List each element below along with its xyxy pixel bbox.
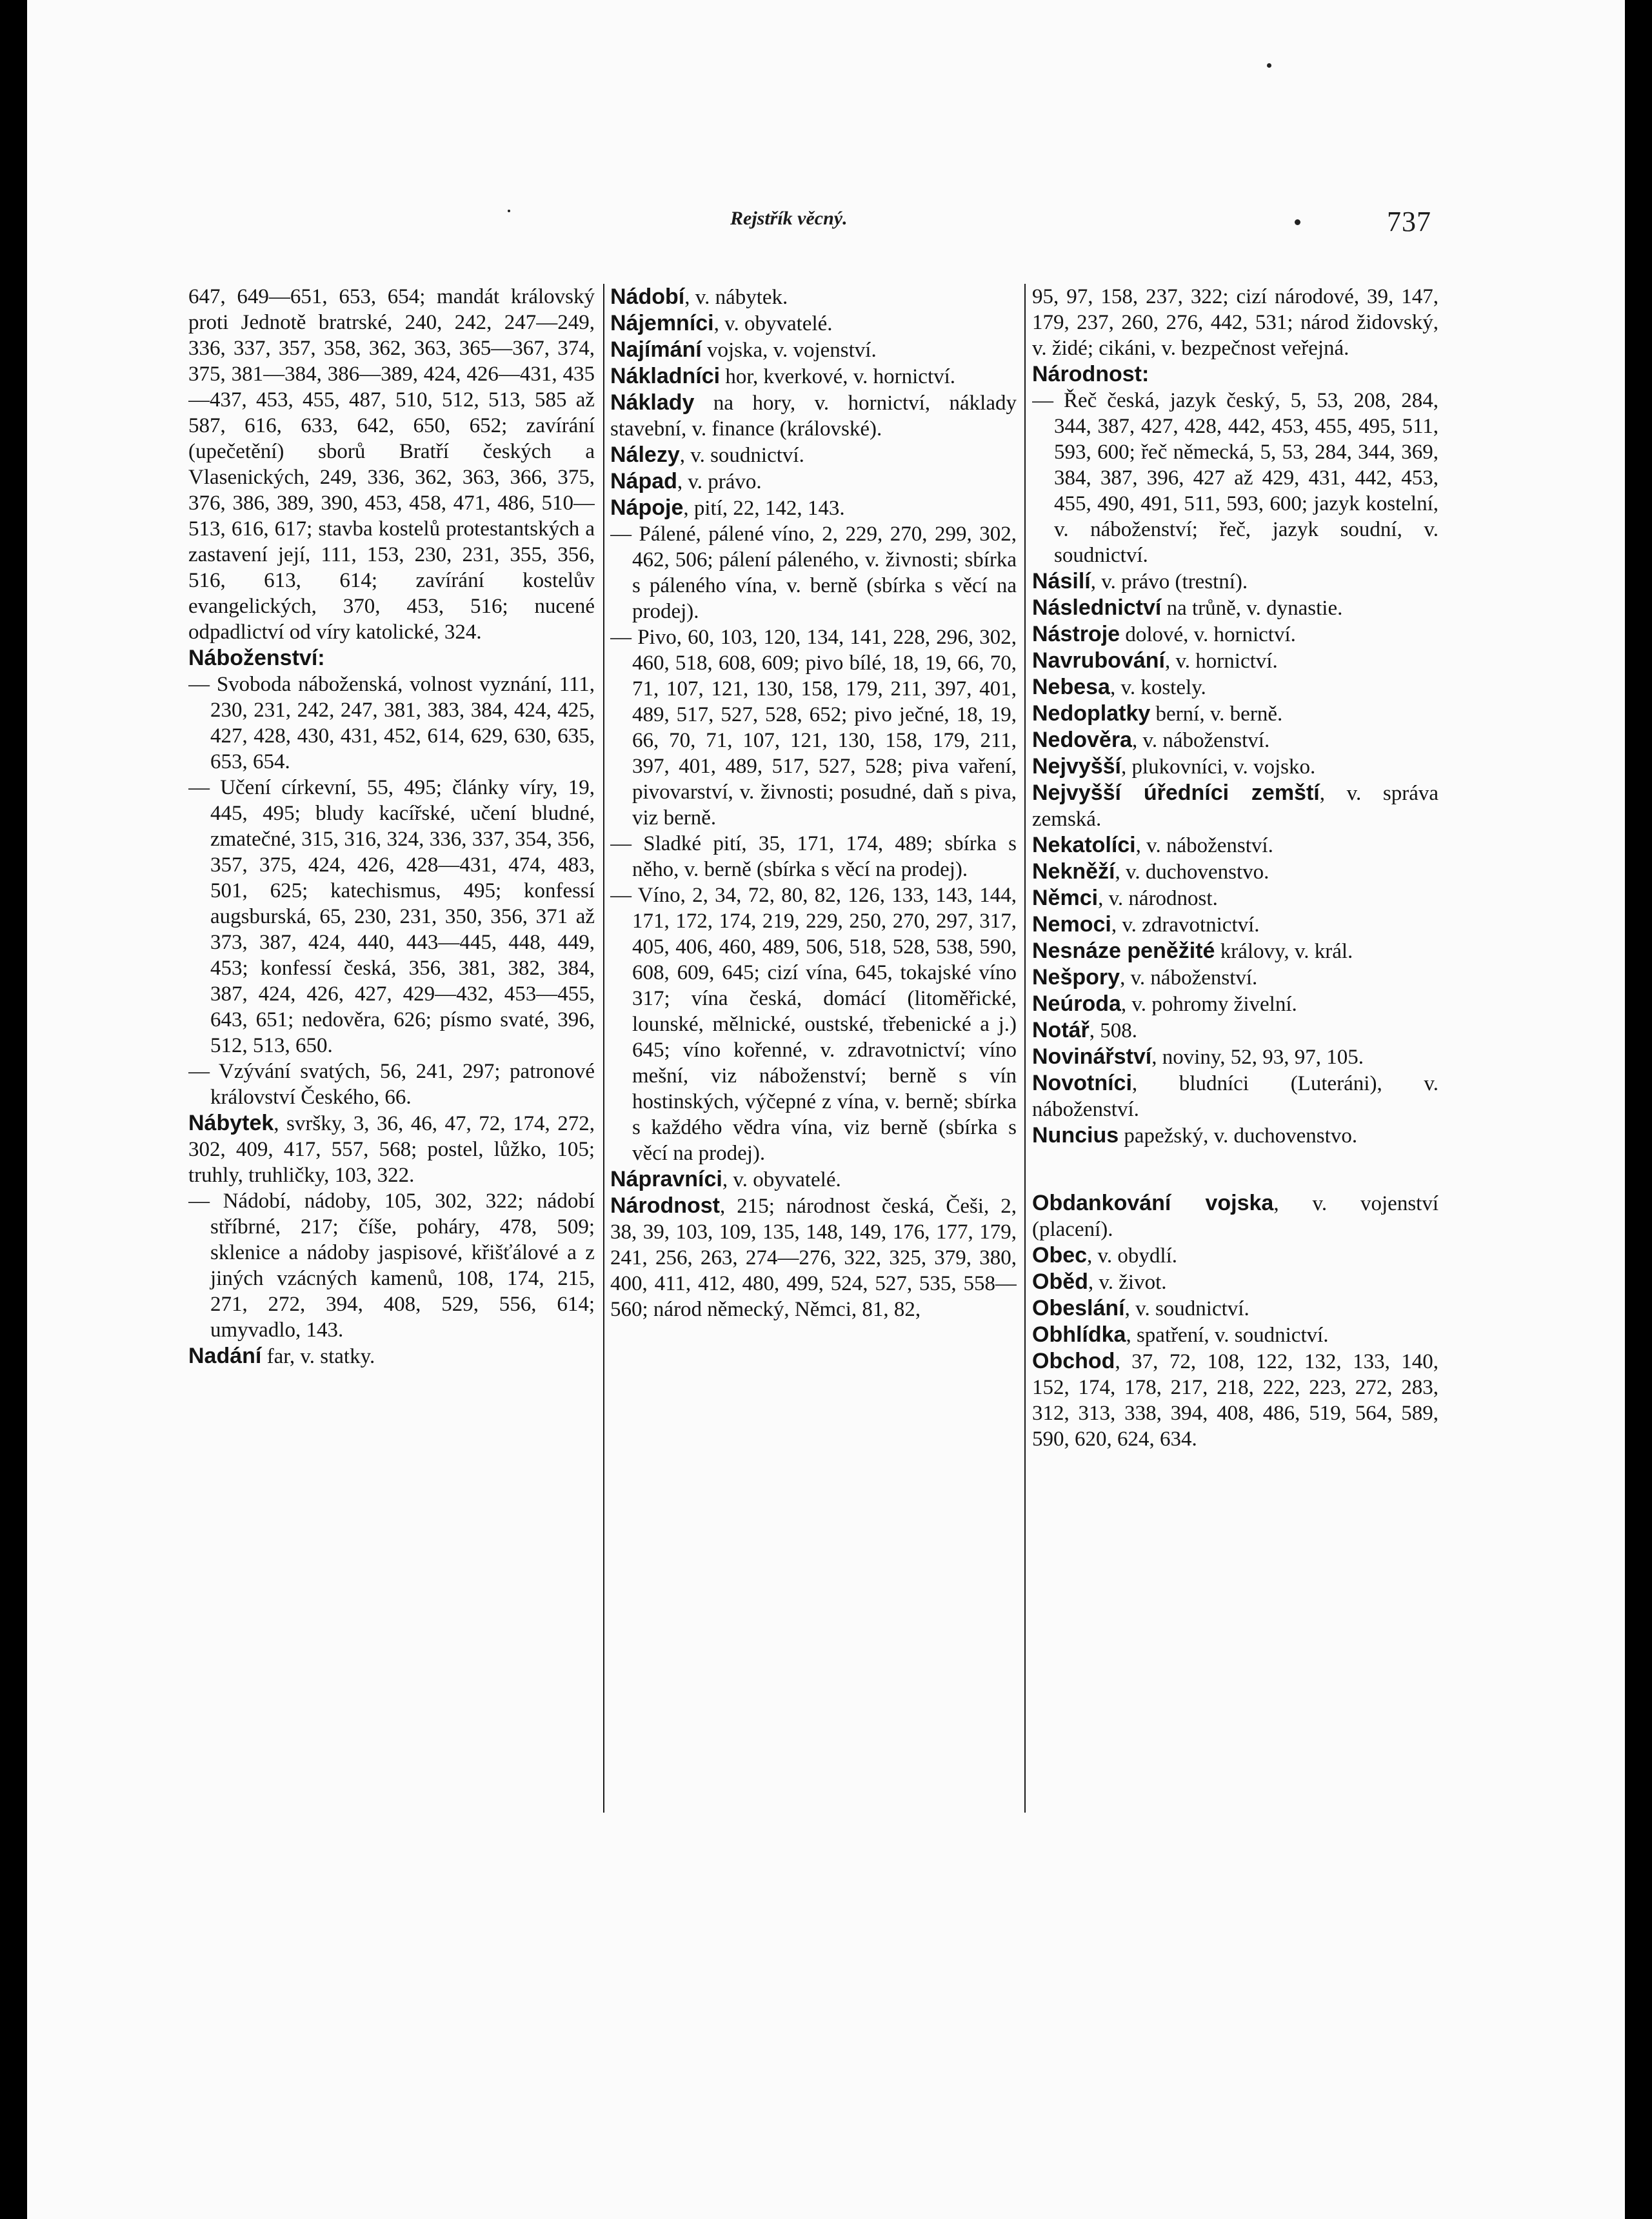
index-headword: Novotníci — [1032, 1071, 1132, 1095]
index-headword: Novinářství — [1032, 1044, 1152, 1069]
index-headword: Nesnáze peněžité — [1032, 939, 1215, 963]
index-headword: Oběd — [1032, 1269, 1088, 1294]
index-entry-text: , v. právo. — [677, 470, 762, 493]
index-headword: Nuncius — [1032, 1123, 1119, 1148]
index-entry — [1032, 1070, 1438, 1122]
index-entry-text: , v. obyvatelé. — [722, 1168, 841, 1191]
index-entry — [1032, 361, 1438, 388]
index-entry-text: , v. život. — [1088, 1271, 1167, 1294]
index-entry-text: , v. obyvatelé. — [713, 312, 833, 335]
index-headword: Nádobí — [610, 284, 685, 309]
index-entry — [610, 1193, 1017, 1322]
index-entry — [1032, 753, 1438, 780]
index-entry — [1032, 568, 1438, 595]
index-entry-text: , v. správa zemská. — [1032, 782, 1438, 831]
index-subentry: — Vzývání svatých, 56, 241, 297; patronové království Českého, 66. — [188, 1060, 595, 1109]
index-entry-text: , 37, 72, 108, 122, 132, 133, 140, 152, 174, 178, 217, 218, 222, 223, 272, 283, 312, 313, 338, 394, 408, 486, 519, 564, 589, 590, 620, 624, 634. — [1032, 1350, 1438, 1451]
index-entry-text: far, v. statky. — [261, 1345, 375, 1368]
index-entry — [1032, 885, 1438, 911]
index-headword: Nekatolíci — [1032, 833, 1136, 857]
page-number: 737 — [1387, 206, 1431, 237]
index-entry — [1032, 648, 1438, 674]
index-headword: Nájemníci — [610, 311, 714, 335]
index-subentry: — Pivo, 60, 103, 120, 134, 141, 228, 296, 302, 460, 518, 608, 609; pivo bílé, 18, 19, 66, 70, 71, 107, 121, 130, 158, 179, 211, 397, 401, 489, 517, 527, 528, 652; pivo ječné, 18, 19, 66, 70, 71, 107, 121, 130, 158, 179, 211, 397, 401, 489, 517, 527, 528; piva vaření, pivovarství, v. živnosti; posudné, daň s piva, viz berně. — [610, 626, 1017, 830]
index-entry — [610, 337, 1017, 363]
index-entry-text: , 215; národnost česká, Češi, 2, 38, 39, 103, 109, 135, 148, 149, 176, 177, 179, 241, 256, 263, 274—276, 322, 325, 379, 380, 400, 411, 412, 480, 499, 524, 527, 535, 558—560; národ německý, Němci, 81, 82, — [610, 1195, 1017, 1321]
print-speck — [1295, 219, 1300, 225]
index-entry-text: na trůně, v. dynastie. — [1161, 597, 1343, 620]
index-headword: Nákladníci — [610, 364, 721, 388]
index-headword: Němci — [1032, 886, 1099, 910]
index-headword: Navrubování — [1032, 648, 1165, 673]
index-headword: Nešpory — [1032, 965, 1120, 990]
index-entry — [1032, 1017, 1438, 1044]
index-entry — [1032, 1242, 1438, 1269]
index-entry-text: , v. pohromy živelní. — [1120, 993, 1297, 1016]
index-entry — [610, 284, 1017, 310]
index-entry-text: na hory, v. hornictví, náklady stavební, v. finance (královské). — [610, 392, 1017, 441]
index-entry-text: , v. náboženství. — [1131, 729, 1270, 752]
index-headword: Obdankování vojska — [1032, 1191, 1274, 1215]
index-entry — [1032, 938, 1438, 964]
index-entry-text: papežský, v. duchovenstvo. — [1119, 1124, 1358, 1148]
index-headword: Najímání — [610, 337, 702, 362]
index-entry-text: , v. hornictví. — [1164, 650, 1278, 673]
index-entry — [610, 1166, 1017, 1193]
index-entry-text: , v. nábytek. — [684, 286, 788, 309]
index-entry-text: , pití, 22, 142, 143. — [683, 497, 845, 520]
index-headword: Obhlídka — [1032, 1322, 1126, 1347]
index-column-3 — [1032, 284, 1438, 1452]
index-entry — [1032, 964, 1438, 991]
index-headword: Následnictví — [1032, 595, 1162, 620]
index-entry-text: , v. soudnictví. — [1124, 1297, 1249, 1320]
index-entry — [610, 390, 1017, 442]
index-entry-text: , v. náboženství. — [1120, 966, 1258, 990]
index-entry — [1032, 1322, 1438, 1348]
index-continuation: 95, 97, 158, 237, 322; cizí národové, 39, 147, 179, 237, 260, 276, 442, 531; národ židovský, v. židé; cikáni, v. bezpečnost veřejná. — [1032, 285, 1438, 360]
index-entry-text: , bludníci (Luteráni), v. náboženství. — [1032, 1072, 1438, 1121]
index-entry-text: berní, v. berně. — [1150, 702, 1283, 726]
index-headword: Nápad — [610, 469, 677, 493]
index-headword: Náklady — [610, 390, 695, 415]
index-subentry: — Pálené, pálené víno, 2, 229, 270, 299, 302, 462, 506; pálení páleného, v. živnosti; sbírka s páleného vína, v. berně (sbírka s věcí na prodej). — [610, 522, 1017, 623]
index-entry — [1032, 595, 1438, 621]
column-divider — [1024, 284, 1026, 1813]
index-entry — [610, 363, 1017, 390]
index-headword: Nálezy — [610, 443, 680, 467]
index-entry — [188, 1110, 595, 1188]
index-entry — [1032, 701, 1438, 727]
index-headword: Národnost — [610, 1193, 720, 1218]
index-headword: Nedověra — [1032, 728, 1132, 752]
index-entry-text: dolové, v. hornictví. — [1120, 623, 1296, 646]
index-entry — [1032, 1044, 1438, 1070]
index-entry — [610, 495, 1017, 521]
index-entry-text: vojska, v. vojenství. — [701, 339, 877, 362]
index-entry — [188, 645, 595, 672]
index-entry — [1032, 621, 1438, 648]
index-headword: Obchod — [1032, 1349, 1115, 1373]
print-speck — [1267, 63, 1271, 68]
index-entry — [188, 1343, 595, 1369]
index-subentry: — Nádobí, nádoby, 105, 302, 322; nádobí stříbrné, 217; číše, poháry, 478, 509; sklenice a nádoby jaspisové, křišťálové a z jiných vzácných kamenů, 108, 174, 215, 271, 272, 394, 408, 529, 556, 614; umyvadlo, 143. — [188, 1189, 595, 1342]
index-headword: Nejvyšší úředníci zemští — [1032, 781, 1320, 805]
index-subentry: — Víno, 2, 34, 72, 80, 82, 126, 133, 143, 144, 171, 172, 174, 219, 229, 250, 270, 297, 317, 405, 406, 460, 489, 506, 518, 528, 538, 590, 608, 609, 645; cizí vína, 645, tokajské víno 317; vína česká, domácí (litoměřické, lounské, mělnické, oustské, třebenické a j.) 645; víno kořenné, v. zdravotnictví; víno mešní, viz náboženství; berně s vín hostinských, výčepné z vína, v. berně; sbírka s každého vědra vína, viz berně (sbírka s věcí na prodej). — [610, 884, 1017, 1165]
index-headword: Neúroda — [1032, 991, 1121, 1016]
index-entry — [610, 310, 1017, 337]
index-headword: Obeslání — [1032, 1296, 1125, 1320]
index-entry-text: , v. soudnictví. — [679, 444, 804, 467]
index-headword: Náboženství: — [188, 646, 325, 670]
index-entry-text: , v. národnost. — [1098, 887, 1218, 910]
index-entry-text: , spatření, v. soudnictví. — [1126, 1324, 1329, 1347]
index-entry-text: , v. zdravotnictví. — [1111, 913, 1260, 937]
index-entry — [1032, 780, 1438, 832]
index-headword: Nemoci — [1032, 912, 1111, 937]
index-continuation: 647, 649—651, 653, 654; mandát královský proti Jednotě bratrské, 240, 242, 247—249, 336, 337, 357, 358, 362, 363, 365—367, 374, 375, 381—384, 386—389, 424, 426—431, 435—437, 453, 455, 487, 510, 512, 513, 585 až 587, 616, 633, 642, 650, 652; zavírání (upečetění) sborů Bratří českých a Vlasenických, 249, 336, 362, 363, 366, 375, 376, 386, 389, 390, 453, 458, 471, 486, 510—513, 616, 617; stavba kostelů protestantských a zastavení její, 111, 153, 230, 231, 355, 356, 516, 613, 614; zavírání kostelův evangelických, 370, 453, 516; nucené odpadlictví od víry katolické, 324. — [188, 285, 595, 644]
index-entry-text: , plukovníci, v. vojsko. — [1121, 755, 1316, 779]
index-subentry: — Sladké pití, 35, 171, 174, 489; sbírka s něho, v. berně (sbírka s věcí na prodej). — [610, 832, 1017, 881]
index-headword: Nekněží — [1032, 859, 1115, 884]
index-entry-text: , v. duchovenstvo. — [1115, 861, 1269, 884]
index-entry-text: hor, kverkové, v. hornictví. — [720, 365, 956, 388]
index-entry-text: , v. kostely. — [1110, 676, 1206, 699]
index-entry — [1032, 1122, 1438, 1149]
index-entry-text: , 508. — [1089, 1019, 1138, 1042]
document-page — [27, 0, 1625, 2219]
index-entry-text: královy, v. král. — [1215, 940, 1353, 963]
index-headword: Národnost: — [1032, 362, 1149, 386]
index-entry — [610, 468, 1017, 495]
index-entry-text: , v. náboženství. — [1135, 834, 1273, 857]
index-entry — [1032, 832, 1438, 859]
index-headword: Nejvyšší — [1032, 754, 1121, 779]
index-entry — [1032, 727, 1438, 753]
index-headword: Násilí — [1032, 569, 1091, 593]
index-entry-text: , svršky, 3, 36, 46, 47, 72, 174, 272, 302, 409, 417, 557, 568; postel, lůžko, 105; truhly, truhličky, 103, 322. — [188, 1112, 595, 1187]
index-headword: Nápoje — [610, 495, 684, 520]
column-divider — [603, 284, 604, 1813]
index-headword: Nebesa — [1032, 675, 1110, 699]
running-header-title: Rejstřík věcný. — [730, 208, 848, 229]
index-entry — [1032, 1269, 1438, 1295]
index-headword: Notář — [1032, 1018, 1090, 1042]
index-headword: Obec — [1032, 1243, 1088, 1268]
index-entry — [1032, 859, 1438, 885]
index-entry — [610, 442, 1017, 468]
index-entry-text: , v. obydlí. — [1087, 1244, 1177, 1268]
section-gap — [1032, 1149, 1438, 1190]
index-column-1 — [188, 284, 595, 1369]
index-entry — [1032, 991, 1438, 1017]
index-headword: Nástroje — [1032, 622, 1120, 646]
index-entry — [1032, 1348, 1438, 1452]
index-subentry: — Řeč česká, jazyk český, 5, 53, 208, 284, 344, 387, 427, 428, 442, 453, 455, 495, 511, 593, 600; řeč německá, 5, 53, 284, 344, 369, 384, 387, 396, 427 až 429, 431, 442, 453, 455, 490, 491, 511, 593, 600; jazyk kostelní, v. náboženství; řeč, jazyk soudní, v. soudnictví. — [1032, 389, 1438, 567]
index-entry-text: , v. právo (trestní). — [1090, 570, 1248, 593]
index-headword: Nábytek — [188, 1111, 274, 1135]
index-headword: Nedoplatky — [1032, 701, 1151, 726]
index-subentry: — Učení církevní, 55, 495; články víry, 19, 445, 495; bludy kacířské, učení bludné, zmatečné, 315, 316, 324, 336, 337, 354, 356, 357, 375, 424, 426, 428—431, 474, 483, 501, 625; katechismus, 495; konfessí augsburská, 65, 230, 231, 350, 356, 371 až 373, 387, 424, 440, 443—445, 448, 449, 453; konfessí česká, 356, 381, 382, 384, 387, 424, 426, 427, 429—432, 453—455, 643, 651; nedověra, 626; písmo svaté, 396, 512, 513, 650. — [188, 776, 595, 1057]
index-column-2 — [610, 284, 1017, 1322]
index-entry — [1032, 1190, 1438, 1242]
index-entry — [1032, 911, 1438, 938]
print-speck — [508, 210, 510, 212]
index-entry-text: , v. vojenství (placení). — [1032, 1192, 1438, 1241]
index-headword: Nápravníci — [610, 1167, 722, 1191]
index-subentry: — Svoboda náboženská, volnost vyznání, 111, 230, 231, 242, 247, 381, 383, 384, 424, 425, 427, 428, 430, 431, 452, 614, 629, 630, 635, 653, 654. — [188, 673, 595, 773]
index-entry — [1032, 1295, 1438, 1322]
index-entry — [1032, 674, 1438, 701]
index-headword: Nadání — [188, 1344, 262, 1368]
index-entry-text: , noviny, 52, 93, 97, 105. — [1151, 1046, 1364, 1069]
